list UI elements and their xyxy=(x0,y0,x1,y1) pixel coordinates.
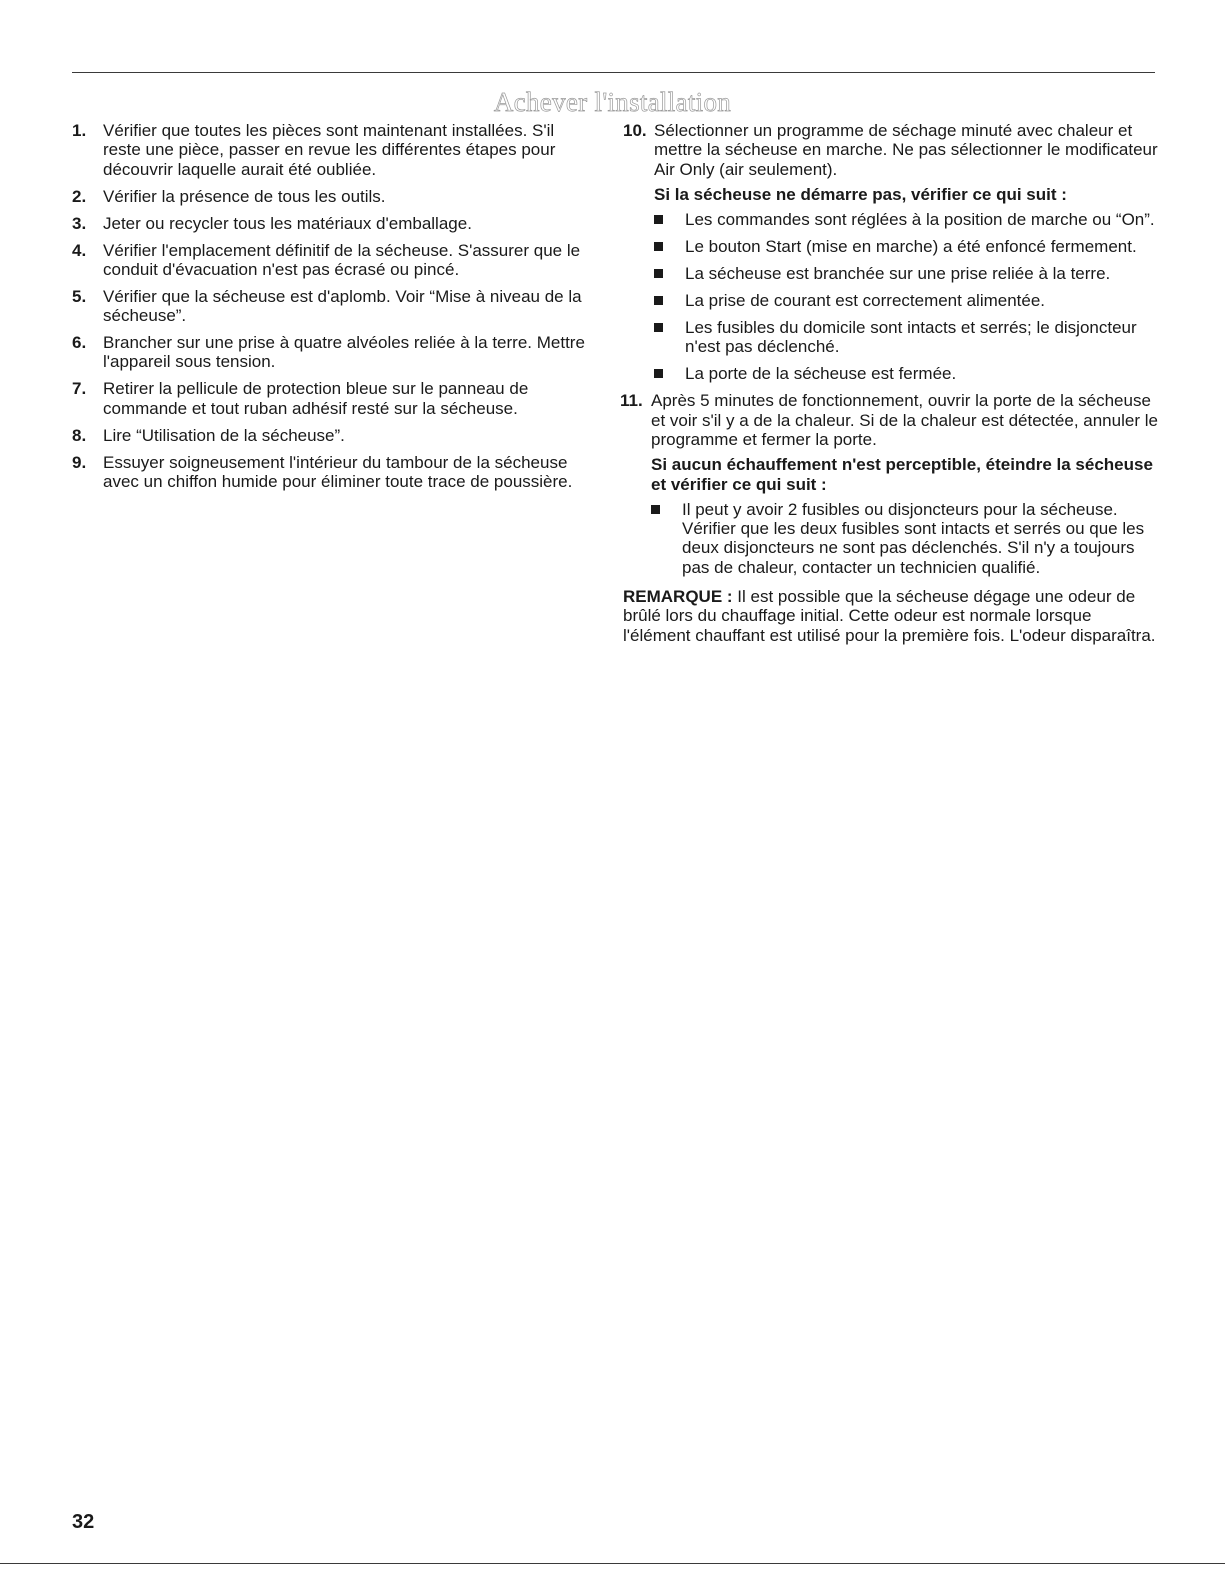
square-bullet-icon xyxy=(654,269,663,278)
step-8 xyxy=(72,426,592,445)
page-number: 32 xyxy=(72,1511,95,1533)
step-2 xyxy=(72,187,592,206)
note-text: Il est possible que la sécheuse dégage une odeur de brûlé lors du chauffage initial. Cette odeur est normale lorsque l'élément chauffant est utilisé pour la première fois. L'odeur disparaîtra. xyxy=(623,587,1156,645)
step-number: 7. xyxy=(72,379,87,399)
step-text: Jeter ou recycler tous les matériaux d'emballage. xyxy=(103,213,472,233)
list-item xyxy=(654,210,1158,229)
troubleshoot-heading: Si la sécheuse ne démarre pas, vérifier ce qui suit : xyxy=(654,184,1067,204)
step-number: 8. xyxy=(72,425,87,445)
top-rule xyxy=(72,72,1155,73)
step-4 xyxy=(72,241,592,280)
step-1 xyxy=(72,121,592,179)
bullet-text: Les fusibles du domicile sont intacts et serrés; le disjoncteur n'est pas déclenché. xyxy=(685,318,1137,357)
section-title: Achever l'installation xyxy=(493,87,732,117)
step-10 xyxy=(623,121,1158,384)
list-item xyxy=(654,237,1158,256)
step-text: Vérifier la présence de tous les outils. xyxy=(103,186,386,206)
step-text: Après 5 minutes de fonctionnement, ouvrir la porte de la sécheuse et voir s'il y a de la chaleur. Si de la chaleur est détectée, annuler le programme et fermer la porte. xyxy=(651,391,1158,449)
step-text: Essuyer soigneusement l'intérieur du tambour de la sécheuse avec un chiffon humide pour éliminer toute trace de poussière. xyxy=(103,452,573,491)
square-bullet-icon xyxy=(654,369,663,378)
bullet-text: Les commandes sont réglées à la position de marche ou “On”. xyxy=(685,210,1155,230)
step-number: 3. xyxy=(72,213,87,233)
step-number: 10. xyxy=(623,121,647,140)
list-item xyxy=(654,264,1158,283)
step-number: 2. xyxy=(72,186,87,206)
step-text: Sélectionner un programme de séchage minuté avec chaleur et mettre la sécheuse en marche. Ne pas sélectionner le modificateur Air Only (air seulement). xyxy=(654,121,1158,179)
bullet-text: La prise de courant est correctement alimentée. xyxy=(685,291,1046,311)
troubleshoot-heading: Si aucun échauffement n'est perceptible, éteindre la sécheuse et vérifier ce qui suit : xyxy=(651,455,1153,494)
square-bullet-icon xyxy=(651,505,660,514)
bottom-rule xyxy=(0,1563,1225,1564)
step-number: 9. xyxy=(72,452,87,472)
step-text: Lire “Utilisation de la sécheuse”. xyxy=(103,425,345,445)
step-11 xyxy=(620,391,1158,577)
step-text: Retirer la pellicule de protection bleue sur le panneau de commande et tout ruban adhésif resté sur la sécheuse. xyxy=(103,379,529,418)
bullet-text: Il peut y avoir 2 fusibles ou disjoncteurs pour la sécheuse. Vérifier que les deux fusibles sont intacts et serrés ou que les deux disjoncteurs ne sont pas déclenchés. S'il n'y a toujours pas de chaleur, contacter un technicien qualifié. xyxy=(682,499,1145,577)
square-bullet-icon xyxy=(654,215,663,224)
bullet-list xyxy=(651,500,1158,577)
step-9 xyxy=(72,453,592,492)
list-item xyxy=(651,500,1158,577)
step-7 xyxy=(72,379,592,418)
step-number: 1. xyxy=(72,121,87,140)
left-column xyxy=(72,121,592,499)
bullet-text: La porte de la sécheuse est fermée. xyxy=(685,364,957,384)
step-text: Vérifier que la sécheuse est d'aplomb. Voir “Mise à niveau de la sécheuse”. xyxy=(103,286,582,326)
step-number: 6. xyxy=(72,333,87,353)
note-label: REMARQUE : xyxy=(623,587,733,607)
step-text: Vérifier que toutes les pièces sont maintenant installées. S'il reste une pièce, passer en revue les différentes étapes pour découvrir laquelle aurait été oubliée. xyxy=(103,121,556,179)
step-number: 4. xyxy=(72,240,87,260)
step-number: 5. xyxy=(72,286,87,306)
list-item xyxy=(654,364,1158,383)
list-item xyxy=(654,291,1158,310)
step-5 xyxy=(72,287,592,326)
bullet-text: La sécheuse est branchée sur une prise reliée à la terre. xyxy=(685,264,1111,284)
bullet-text: Le bouton Start (mise en marche) a été enfoncé fermement. xyxy=(685,237,1137,257)
step-6 xyxy=(72,333,592,372)
square-bullet-icon xyxy=(654,323,663,332)
step-number: 11. xyxy=(620,391,643,411)
step-text: Vérifier l'emplacement définitif de la sécheuse. S'assurer que le conduit d'évacuation n'est pas écrasé ou pincé. xyxy=(103,240,581,279)
square-bullet-icon xyxy=(654,242,663,251)
list-item xyxy=(654,318,1158,357)
square-bullet-icon xyxy=(654,296,663,305)
step-3 xyxy=(72,214,592,233)
note-paragraph xyxy=(623,587,1158,645)
step-text: Brancher sur une prise à quatre alvéoles reliée à la terre. Mettre l'appareil sous tension. xyxy=(103,333,585,372)
bullet-list xyxy=(654,210,1158,384)
right-column xyxy=(620,121,1158,645)
